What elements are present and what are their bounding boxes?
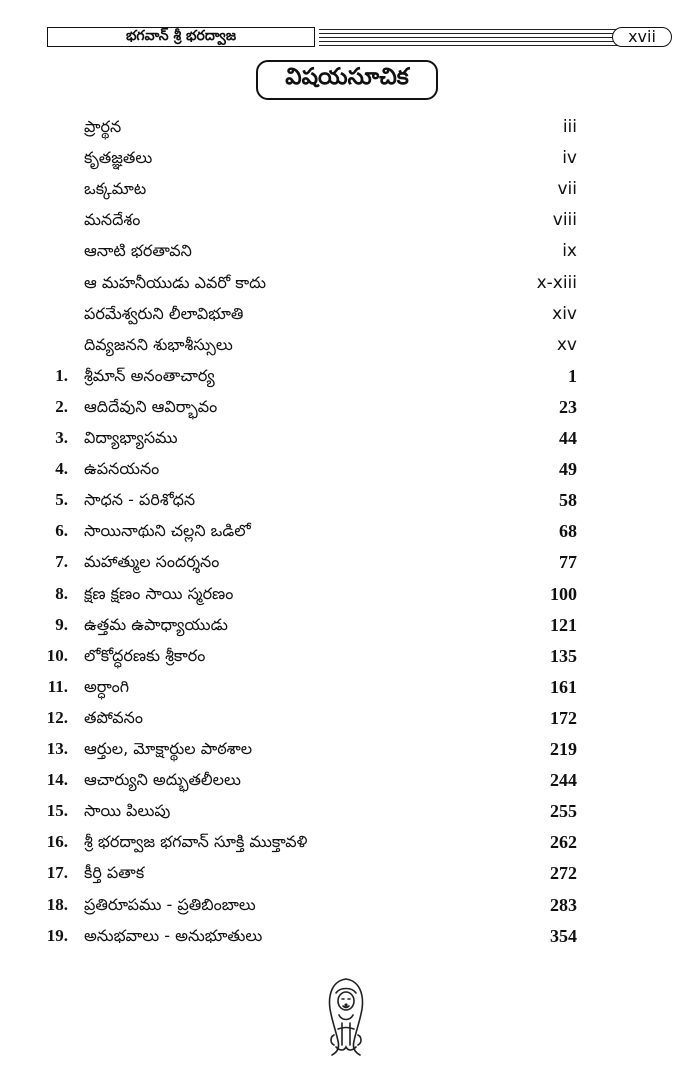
toc-entry-page: 58	[559, 490, 577, 511]
toc-entry-page: vii	[557, 179, 577, 200]
toc-entry-label: శ్రీమాన్ అనంతాచార్య	[84, 365, 215, 385]
toc-entry	[0, 547, 700, 577]
toc-entry-number: 4.	[55, 459, 68, 479]
toc-entry	[0, 796, 700, 826]
toc-entry-label: సాయినాథుని చల్లని ఒడిలో	[84, 521, 251, 541]
toc-entry	[0, 330, 700, 360]
toc-entry-page: 255	[550, 801, 577, 822]
toc-entry-page: 272	[550, 863, 577, 884]
toc-entry	[0, 392, 700, 422]
toc-entry	[0, 672, 700, 702]
toc-entry-page: xv	[556, 334, 577, 355]
toc-entry-page: iv	[562, 148, 577, 169]
toc-entry-page: 244	[550, 770, 577, 791]
toc-entry-page: 161	[550, 676, 577, 697]
toc-entry	[0, 423, 700, 453]
toc-entry-label: ప్రార్థన	[84, 117, 122, 136]
toc-entry-page: xiv	[552, 303, 577, 324]
toc-entry-label: క్షణ క్షణం సాయి స్మరణం	[84, 583, 234, 603]
toc-entry	[0, 174, 700, 204]
toc-entry	[0, 765, 700, 795]
toc-entry	[0, 236, 700, 266]
toc-entry	[0, 143, 700, 173]
toc-entry-number: 15.	[46, 801, 68, 821]
toc-entry-page: 77	[559, 552, 577, 573]
toc-entry-page: iii	[562, 117, 577, 137]
toc-entry-label: సాధన - పరిశోధన	[84, 490, 196, 510]
sai-baba-emblem-icon	[322, 975, 370, 1059]
toc-entry	[0, 610, 700, 640]
toc-entry-label: పరమేశ్వరుని లీలావిభూతి	[84, 303, 244, 323]
toc-entry	[0, 268, 700, 298]
toc-entry-label: ఆదిదేవుని ఆవిర్భావం	[84, 396, 218, 416]
toc-entry	[0, 734, 700, 764]
toc-entry-page: 44	[559, 428, 577, 448]
toc-entry-page: ix	[562, 241, 577, 262]
toc-entry-label: సాయి పిలుపు	[84, 801, 171, 821]
toc-entry	[0, 641, 700, 671]
toc-entry-number: 1.	[55, 365, 68, 385]
toc-entry-page: x-xiii	[536, 272, 577, 293]
toc-entry-page: 1	[568, 365, 577, 386]
toc-entry	[0, 890, 700, 920]
toc-entry	[0, 454, 700, 484]
toc-entry-number: 9.	[55, 614, 68, 634]
toc-entry-label: తపోవనం	[84, 707, 143, 727]
toc-entry-label: ఉపనయనం	[84, 459, 160, 479]
toc-entry-page: 121	[550, 614, 577, 635]
toc-entry-number: 18.	[46, 894, 68, 914]
toc-entry	[0, 112, 700, 142]
toc-entry-page: 100	[550, 583, 577, 604]
page-number: xvii	[612, 27, 672, 47]
toc-entry-number: 16.	[46, 832, 68, 852]
toc-entry-page: 283	[550, 894, 577, 915]
toc-entry-label: దివ్యజనని శుభాశీస్సులు	[84, 334, 233, 354]
toc-entry-number: 5.	[55, 490, 68, 510]
toc-entry-label: ఆచార్యుని అద్భుతలీలలు	[84, 770, 241, 790]
toc-entry-label: ఆర్తుల, మోక్షార్థుల పాఠశాల	[84, 739, 253, 758]
toc-entry-number: 10.	[46, 645, 68, 665]
toc-entry-number: 6.	[55, 521, 68, 541]
toc-entry-page: 49	[559, 459, 577, 480]
toc-entry-label: కీర్తి పతాక	[84, 863, 145, 883]
toc-entry	[0, 921, 700, 951]
toc-entry-label: అర్ధాంగి	[84, 676, 130, 696]
toc-entry-number: 12.	[46, 707, 68, 727]
toc-entry	[0, 485, 700, 515]
toc-entry-label: ఆ మహనీయుడు ఎవరో కాదు	[84, 272, 267, 292]
toc-entry-page: 262	[550, 832, 577, 853]
toc-entry	[0, 579, 700, 609]
toc-entry-label: విద్యాభ్యాసము	[84, 428, 178, 447]
toc-entry-number: 19.	[46, 925, 68, 945]
toc-entry-label: లోకోద్ధరణకు శ్రీకారం	[84, 645, 206, 665]
toc-entry-label: ఆనాటి భరతావని	[84, 241, 192, 261]
page-title: విషయసూచిక	[256, 60, 438, 100]
toc-entry-number: 14.	[46, 770, 68, 790]
toc-entry-number: 3.	[55, 428, 68, 447]
running-title: భగవాన్ శ్రీ భరద్వాజ	[47, 27, 315, 47]
toc-entry-label: ఉత్తమ ఉపాధ్యాయుడు	[84, 614, 228, 634]
toc-entry-page: viii	[552, 210, 577, 231]
toc-entry-page: 135	[550, 645, 577, 666]
toc-entry	[0, 205, 700, 235]
running-header	[47, 27, 656, 49]
toc-entry	[0, 827, 700, 857]
toc-entry	[0, 858, 700, 888]
toc-entry	[0, 703, 700, 733]
toc-entry-label: మహాత్ముల సందర్శనం	[84, 552, 220, 572]
toc-entry-page: 68	[559, 521, 577, 542]
toc-entry-page: 23	[559, 396, 577, 417]
toc-entry-page: 219	[550, 739, 577, 759]
toc-entry-label: ప్రతిరూపము - ప్రతిబింబాలు	[84, 894, 256, 914]
toc-entry-number: 17.	[46, 863, 68, 883]
toc-entry-number: 11.	[47, 676, 68, 696]
toc-entry-page: 354	[550, 925, 577, 946]
toc-entry-number: 7.	[55, 552, 68, 572]
toc-entry-number: 13.	[46, 739, 68, 758]
toc-entry-label: ఒక్కమాట	[84, 179, 147, 199]
toc-entry-label: అనుభవాలు - అనుభూతులు	[84, 925, 263, 945]
toc-entry-label: మనదేశం	[84, 210, 141, 230]
toc-entry	[0, 516, 700, 546]
toc-entry-label: కృతజ్ఞతలు	[84, 148, 153, 168]
toc-entry-number: 2.	[55, 396, 68, 416]
toc-entry	[0, 361, 700, 391]
toc-entry-page: 172	[550, 707, 577, 728]
toc-entry-number: 8.	[55, 583, 68, 603]
header-rules	[319, 29, 653, 47]
toc-entry-label: శ్రీ భరద్వాజ భగవాన్ సూక్తి ముక్తావళి	[84, 832, 308, 852]
toc-entry	[0, 299, 700, 329]
